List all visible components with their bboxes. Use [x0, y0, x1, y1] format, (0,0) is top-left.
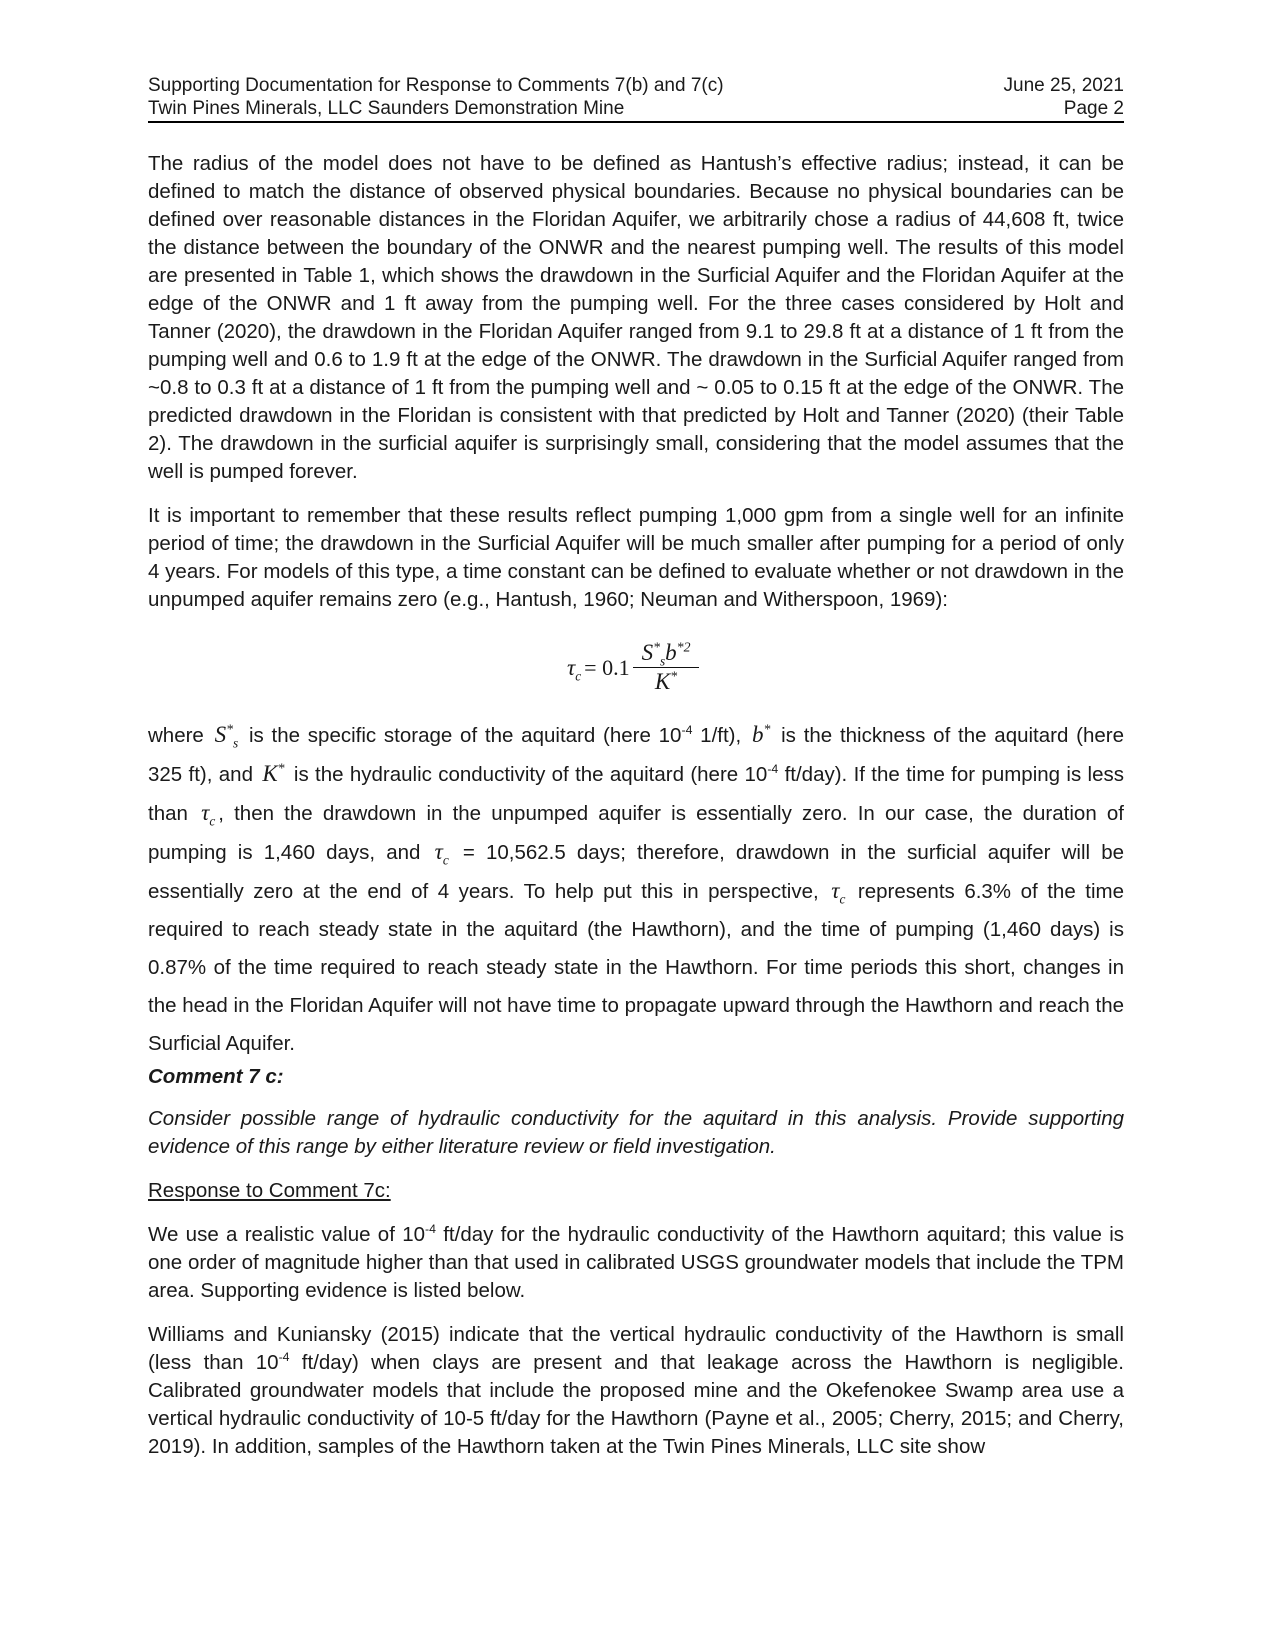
eq-fraction — [633, 640, 700, 696]
document-body — [148, 150, 1124, 1477]
paragraph-time-constant-intro: It is important to remember that these results reflect pumping 1,000 gpm from a single well for an infinite period of time; the drawdown in the Surficial Aquifer will be much smaller after pumping for a period of only 4 years. For models of this type, a time constant can be defined to evaluate whether or not drawdown in the unpumped aquifer remains zero (e.g., Hantush, 1960; Neuman and Witherspoon, 1969): — [148, 504, 1124, 611]
comment-text: Consider possible range of hydraulic conductivity for the aquitard in this analysis. Provide supporting evidence of this range by either literature review or field investigation. — [148, 1107, 1124, 1158]
symbol-conductivity: K* — [262, 760, 285, 786]
eq-numerator: $S^*_sb^{*2}$ — [633, 640, 700, 668]
response-heading: Response to Comment 7c: — [148, 1179, 391, 1202]
paragraph-model-radius: The radius of the model does not have to be defined as Hantush’s effective radius; instead, it can be defined to match the distance of observed physical boundaries. Because no physical boundaries can be defined over reasonable distances in the Floridan Aquifer, we arbitrarily chose a radius of 44,608 ft, twice the distance between the boundary of the ONWR and the nearest pumping well. The results of this model are presented in Table 1, which shows the drawdown in the Surficial Aquifer and the Floridan Aquifer at the edge of the ONWR and 1 ft away from the pumping well. For the three cases considered by Holt and Tanner (2020), the drawdown in the Floridan Aquifer ranged from 9.1 to 29.8 ft at a distance of 1 ft from the pumping well and 0.6 to 1.9 ft at the edge of the ONWR. The drawdown in the Surficial Aquifer ranged from ~0.8 to 0.3 ft at a distance of 1 ft from the pumping well and ~ 0.05 to 0.15 ft at the edge of the ONWR. The predicted drawdown in the Floridan is consistent with that predicted by Holt and Tanner (2020) (their Table 2). The drawdown in the surficial aquifer is surprisingly small, considering that the model assumes that the well is pumped forever. — [148, 152, 1124, 483]
header-document-title: Supporting Documentation for Response to Comments 7(b) and 7(c) — [148, 75, 724, 96]
eq-denominator: K* — [654, 668, 678, 694]
paragraph-supporting-evidence: Williams and Kuniansky (2015) indicate that the vertical hydraulic conductivity of the Hawthorn is small (less than $10^{-4}$ ft/day) when clays are present and that leakage across the Hawthorn is negligible. Calibrated groundwater models that include the proposed mine and the Okefenokee Swamp area use a vertical hydraulic conductivity of 10-5 ft/day for the Hawthorn (Payne et al., 2005; Cherry, 2015; and Cherry, 2019). In addition, samples of the Hawthorn taken at the Twin Pines Minerals, LLC site show — [148, 1323, 1124, 1458]
header-date: June 25, 2021 — [1003, 75, 1124, 96]
eq-tau: $\tau_c$ — [567, 655, 582, 684]
eq-rhs: = 0.1 — [584, 655, 630, 680]
symbol-tau-3: $\tau_c$ — [831, 878, 846, 907]
symbol-tau-1: $\tau_c$ — [201, 800, 216, 829]
time-constant-equation — [148, 630, 1124, 706]
symbol-thickness: b* — [751, 721, 771, 747]
header-row-1 — [148, 74, 1124, 97]
equation-content — [564, 640, 699, 696]
paragraph-response-value: We use a realistic value of $10^{-4}$ ft/day for the hydraulic conductivity of the Hawthorn aquitard; this value is one order of magnitude higher than that used in calibrated USGS groundwater models that include the TPM area. Supporting evidence is listed below. — [148, 1222, 1124, 1302]
symbol-specific-storage: $S^*_s$ — [214, 721, 239, 751]
header-project-name: Twin Pines Minerals, LLC Saunders Demonstration Mine — [148, 98, 625, 119]
comment-heading: Comment 7 c: — [148, 1065, 284, 1088]
paragraph-variable-definitions: where $S^*_s$ is the specific storage of the aquitard (here $10^{-4}$ 1/ft), b* is the thickness of the aquitard (here 325 ft), and K* is the hydraulic conductivity of the aquitard (here $10^{-4}$ ft/day). If the time for pumping is less than $\tau_c$ , then the drawdown in the unpumped aquifer is essentially zero. In our case, the duration of pumping is 1,460 days, and $\tau_c = 10,562.5$ days; therefore, drawdown in the surficial aquifer will be essentially zero at the end of 4 years. To help put this in perspective, $\tau_c$ represents 6.3% of the time required to reach steady state in the aquitard (the Hawthorn), and the time of pumping (1,460 days) is 0.87% of the time required to reach steady state in the Hawthorn. For time periods this short, changes in the head in the Floridan Aquifer will not have time to propagate upward through the Hawthorn and reach the Surficial Aquifer. — [148, 721, 1125, 1055]
page-header — [148, 74, 1124, 123]
header-row-2 — [148, 97, 1124, 120]
symbol-tau-2: $\tau_c$ — [434, 839, 449, 868]
header-page-number: Page 2 — [1063, 98, 1124, 119]
